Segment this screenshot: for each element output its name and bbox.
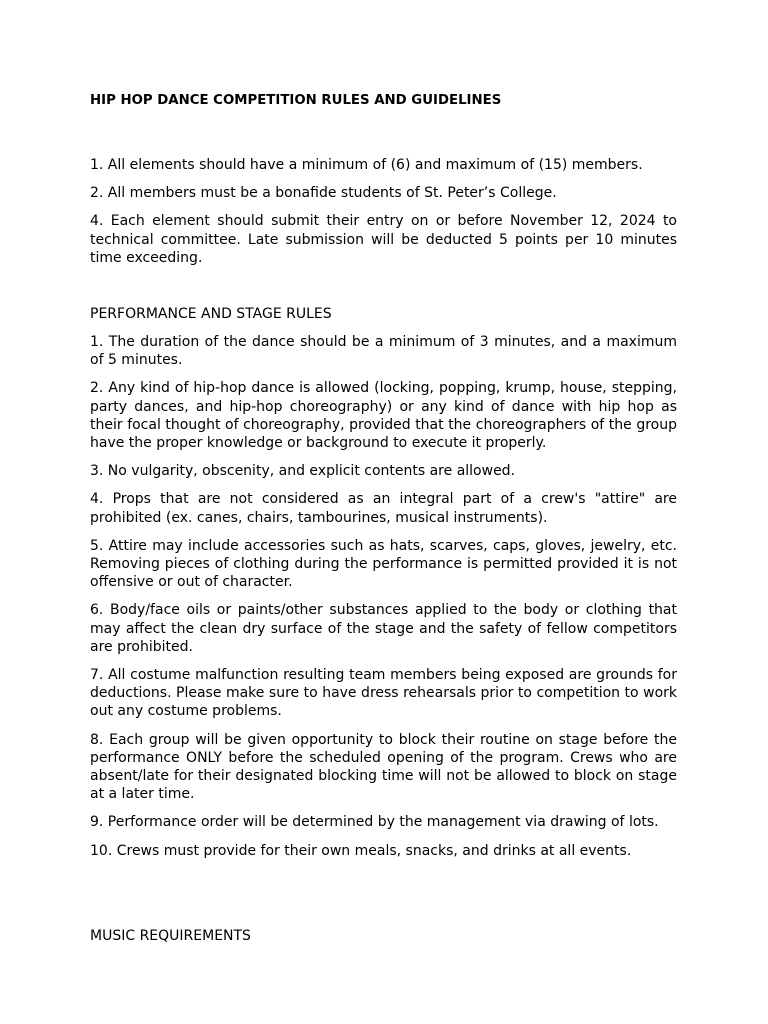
performance-rule-1: 1. The duration of the dance should be a minimum of 3 minutes, and a maximum of 5 minutes. [90, 334, 677, 369]
general-rule-4: 4. Each element should submit their entry on or before November 12, 2024 to technical committee. Late submission will be deducted 5 points per 10 minutes time exceeding. [90, 213, 677, 266]
performance-rule-7: 7. All costume malfunction resulting team members being exposed are grounds for deductions. Please make sure to have dress rehearsals prior to competition to work out any costume problems. [90, 667, 677, 720]
music-section-heading: MUSIC REQUIREMENTS [90, 927, 251, 944]
performance-rule-10: 10. Crews must provide for their own meals, snacks, and drinks at all events. [90, 842, 632, 859]
document-body [90, 92, 677, 945]
performance-rule-2: 2. Any kind of hip-hop dance is allowed (locking, popping, krump, house, stepping, party dances, and hip-hop choreography) or any kind of dance with hip hop as their focal thought of choreography, provided that the choreographers of the group have the proper knowledge or background to execute it properly. [90, 380, 677, 452]
performance-rule-9: 9. Performance order will be determined by the management via drawing of lots. [90, 814, 659, 831]
document-title: HIP HOP DANCE COMPETITION RULES AND GUIDELINES [90, 93, 502, 108]
performance-rule-8: 8. Each group will be given opportunity to block their routine on stage before the performance ONLY before the scheduled opening of the program. Crews who are absent/late for their designated blocking time will not be allowed to block on stage at a later time. [90, 731, 677, 803]
performance-rule-5: 5. Attire may include accessories such as hats, scarves, caps, gloves, jewelry, etc. Removing pieces of clothing during the performance is permitted provided it is not offensive or out of character. [90, 537, 677, 591]
performance-rule-4: 4. Props that are not considered as an integral part of a crew's "attire" are prohibited (ex. canes, chairs, tambourines, musical instruments). [90, 491, 677, 526]
performance-section-heading: PERFORMANCE AND STAGE RULES [90, 306, 332, 323]
performance-rule-6: 6. Body/face oils or paints/other substances applied to the body or clothing that may affect the clean dry surface of the stage and the safety of fellow competitors are prohibited. [90, 602, 677, 655]
general-rule-2: 2. All members must be a bonafide students of St. Peter’s College. [90, 185, 557, 202]
general-rule-1: 1. All elements should have a minimum of (6) and maximum of (15) members. [90, 157, 643, 173]
performance-rule-3: 3. No vulgarity, obscenity, and explicit contents are allowed. [90, 463, 516, 480]
